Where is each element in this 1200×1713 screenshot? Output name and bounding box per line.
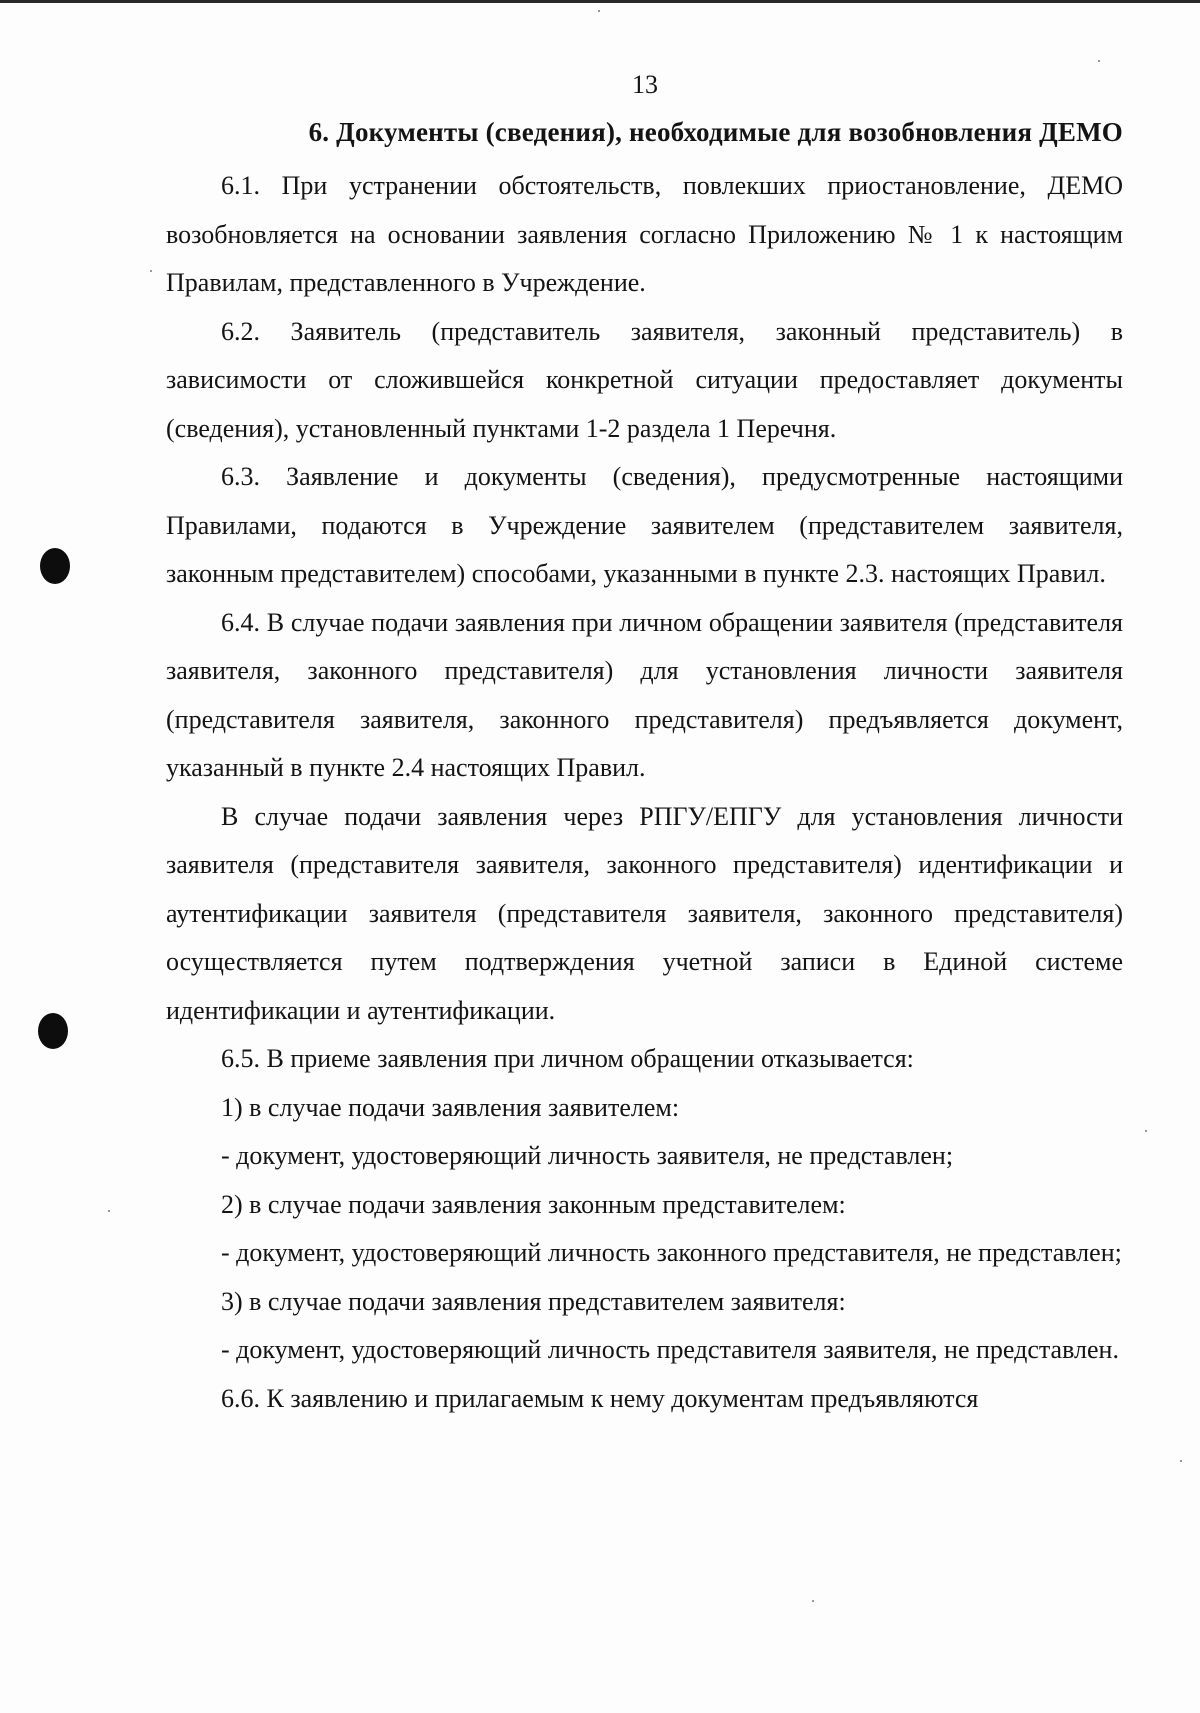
scan-speck — [1180, 1460, 1182, 1462]
scan-speck — [1098, 60, 1100, 62]
paragraph-6-5: 6.5. В приеме заявления при личном обращении отказывается: — [221, 1044, 914, 1073]
paragraph-6-2: 6.2. Заявитель (представитель заявителя, законный представитель) в зависимости от сложившейся конкретной ситуации предоставляет документы (сведения), установленный пунктами 1-2 раздела 1 Перечня. — [166, 316, 1123, 443]
scan-speck — [150, 270, 152, 272]
list-item-3-detail: - документ, удостоверяющий личность представителя заявителя, не представлен. — [221, 1335, 1119, 1364]
punch-hole-upper — [40, 548, 70, 584]
paragraph-6-4: 6.4. В случае подачи заявления при личном обращении заявителя (представителя заявителя, законного представителя) для установления личности заявителя (представителя заявителя, законного представителя) предъявляется документ, указанный в пункте 2.4 настоящих Правил. — [166, 607, 1123, 782]
punch-hole-lower — [38, 1013, 68, 1049]
list-item-3: 3) в случае подачи заявления представителем заявителя: — [221, 1286, 846, 1316]
list-item-1: 1) в случае подачи заявления заявителем: — [221, 1092, 680, 1122]
page-number: 13 — [632, 70, 658, 99]
paragraph-6-4-online: В случае подачи заявления через РПГУ/ЕПГУ для установления личности заявителя (представителя заявителя, законного представителя) идентификации и аутентификации заявителя (представителя заявителя, законного представителя) осуществляется путем подтверждения учетной записи в Единой системе идентификации и аутентификации. — [166, 801, 1123, 1025]
list-item-2: 2) в случае подачи заявления законным представителем: — [221, 1189, 846, 1219]
scan-top-edge — [0, 0, 1200, 3]
paragraph-6-1: 6.1. При устранении обстоятельств, повлекших приостановление, ДЕМО возобновляется на основании заявления согласно Приложению № 1 к настоящим Правилам, представленного в Учреждение. — [166, 171, 1123, 297]
scan-speck — [598, 10, 600, 12]
paragraph-6-3: 6.3. Заявление и документы (сведения), предусмотренные настоящими Правилами, подаются в Учреждение заявителем (представителем заявителя, законным представителем) способами, указанными в пункте 2.3. настоящих Правил. — [166, 462, 1123, 588]
section-heading: 6. Документы (сведения), необходимые для возобновления ДЕМО — [308, 117, 1123, 147]
paragraph-6-6: 6.6. К заявлению и прилагаемым к нему документам предъявляются — [221, 1383, 979, 1413]
scan-speck — [108, 1210, 110, 1212]
scan-speck — [812, 1600, 814, 1602]
document-body — [166, 108, 1123, 1423]
list-item-1-detail: - документ, удостоверяющий личность заявителя, не представлен; — [221, 1141, 954, 1170]
list-item-2-detail: - документ, удостоверяющий личность законного представителя, не представлен; — [221, 1238, 1122, 1267]
scan-speck — [1145, 1130, 1147, 1132]
